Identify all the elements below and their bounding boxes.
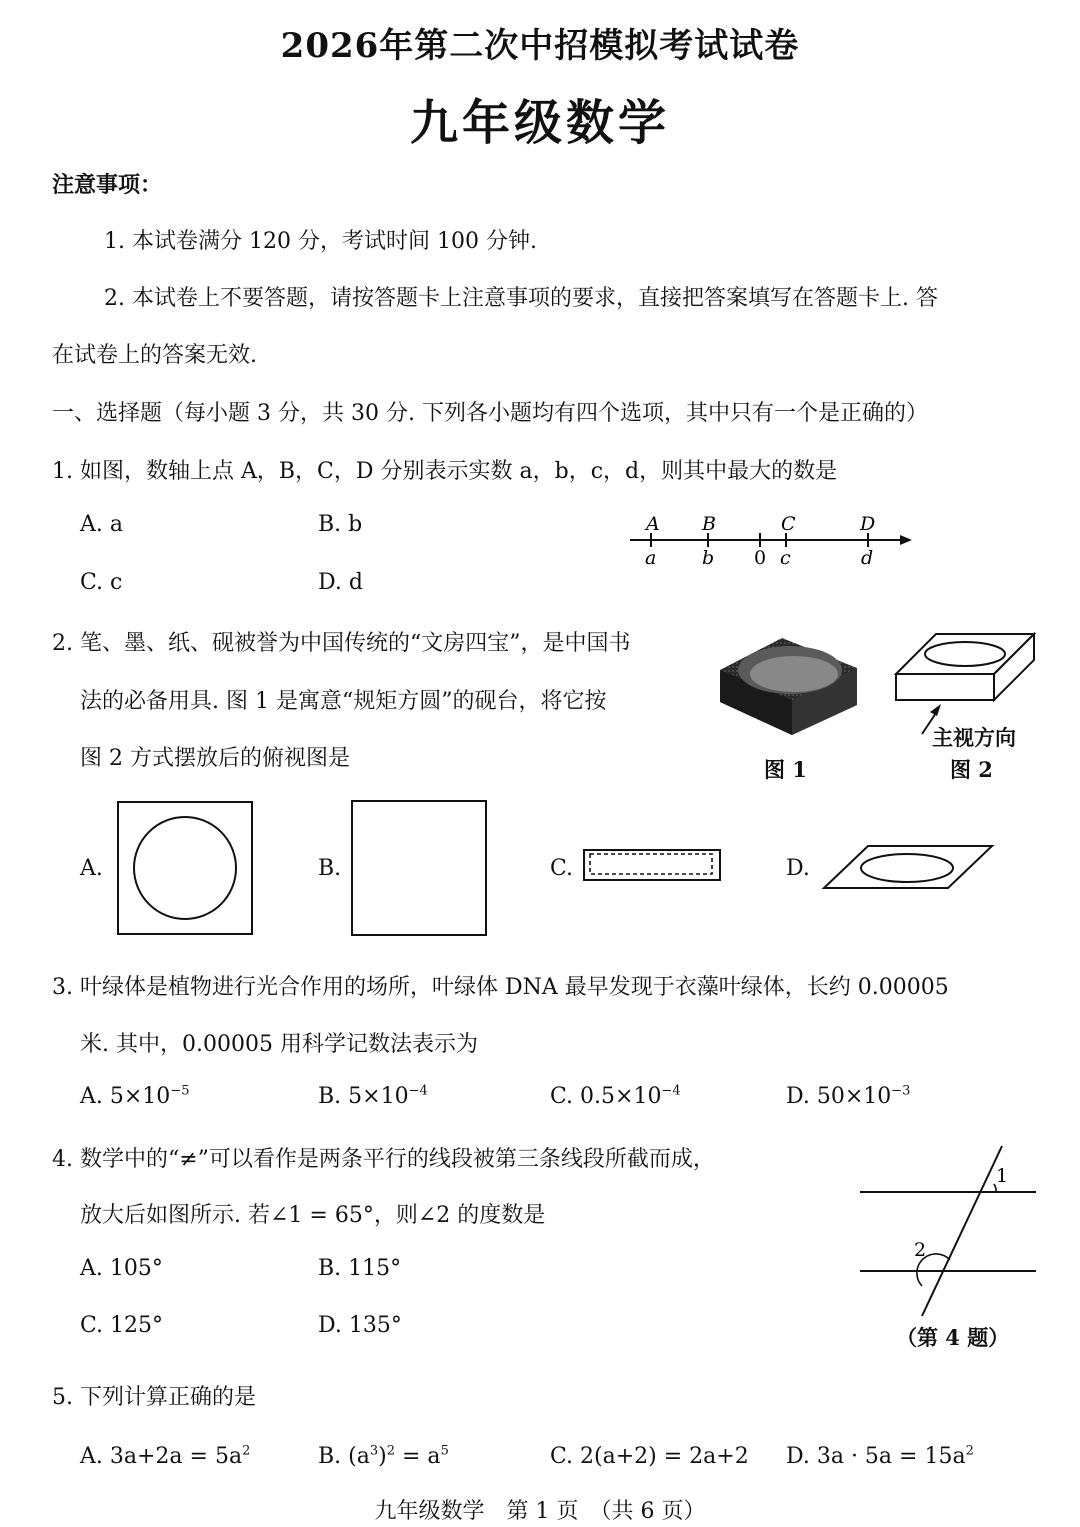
q2-option-a-figure bbox=[116, 800, 256, 938]
notice-heading: 注意事项： bbox=[52, 172, 163, 198]
point-label-c: C bbox=[781, 513, 796, 535]
fig2-caption: 图 2 bbox=[950, 757, 993, 782]
q3-option-c: C. $0.5\times 10^{-4}$ bbox=[550, 1083, 681, 1109]
q4-figure-caption: （第 4 题） bbox=[896, 1325, 1010, 1350]
q5-option-c: C. 2(a+2) = 2a+2 bbox=[550, 1444, 749, 1469]
angle-2-label: 2 bbox=[914, 1239, 927, 1261]
subject-title: 九年级数学 bbox=[409, 95, 670, 151]
q5-option-b: B. $(a^3)^2 = a^5$ bbox=[318, 1443, 449, 1469]
q4-line-1: 4. 数学中的“≠”可以看作是两条平行的线段被第三条线段所截而成， bbox=[52, 1147, 715, 1172]
q3-line-1: 3. 叶绿体是植物进行光合作用的场所，叶绿体 DNA 最早发现于衣藻叶绿体，长约 0.00005 bbox=[52, 975, 949, 1000]
point-label-a: A bbox=[646, 513, 660, 535]
value-label-a: a bbox=[645, 547, 657, 569]
q4-option-d: D. 135° bbox=[318, 1313, 402, 1338]
q1-option-b: B. b bbox=[318, 512, 363, 537]
q4-parallel-lines-figure bbox=[856, 1140, 1040, 1320]
q1-stem: 1. 如图，数轴上点 A，B，C，D 分别表示实数 a，b，c，d，则其中最大的数是 bbox=[52, 459, 838, 484]
q4-line-2: 放大后如图所示. 若∠1 = 65°，则∠2 的度数是 bbox=[80, 1203, 546, 1228]
q3-option-d: D. $50\times 10^{-3}$ bbox=[786, 1083, 911, 1109]
notice-item-1: 1. 本试卷满分 120 分，考试时间 100 分钟. bbox=[104, 229, 537, 254]
q1-option-d: D. d bbox=[318, 570, 363, 595]
point-label-b: B bbox=[702, 513, 716, 535]
q4-option-c: C. 125° bbox=[80, 1313, 164, 1338]
q3-line-2: 米. 其中，0.00005 用科学记数法表示为 bbox=[80, 1032, 478, 1057]
view-direction-label: 主视方向 bbox=[932, 725, 1016, 750]
angle-1-label: 1 bbox=[996, 1165, 1009, 1187]
q4-option-b: B. 115° bbox=[318, 1256, 402, 1281]
value-label-b: b bbox=[702, 547, 715, 569]
q1-number-line-figure bbox=[620, 506, 920, 572]
q5-stem: 5. 下列计算正确的是 bbox=[52, 1385, 256, 1410]
page-footer: 九年级数学 第 1 页 （共 6 页） bbox=[374, 1499, 706, 1524]
fig1-caption: 图 1 bbox=[764, 757, 807, 782]
q4-option-a: A. 105° bbox=[80, 1256, 163, 1281]
q1-option-c: C. c bbox=[80, 570, 123, 595]
q2-option-d-figure bbox=[820, 842, 996, 892]
inkstone-diagram bbox=[890, 630, 1040, 735]
exam-title: 2026年第二次中招模拟考试试卷 bbox=[280, 26, 800, 66]
notice-item-2: 2. 本试卷上不要答题，请按答题卡上注意事项的要求，直接把答案填写在答题卡上. 答 bbox=[104, 286, 938, 311]
q2-line-3: 图 2 方式摆放后的俯视图是 bbox=[80, 746, 350, 771]
q2-line-2: 法的必备用具. 图 1 是寓意“规矩方圆”的砚台，将它按 bbox=[80, 689, 607, 714]
q2-option-a: A. bbox=[80, 856, 103, 881]
value-label-d: d bbox=[861, 547, 874, 569]
q2-option-c-figure bbox=[582, 848, 724, 884]
q3-option-a: A. $5\times 10^{-5}$ bbox=[80, 1083, 190, 1109]
section-heading: 一、选择题（每小题 3 分，共 30 分. 下列各小题均有四个选项，其中只有一个是正确的） bbox=[52, 401, 928, 426]
q2-option-d: D. bbox=[786, 856, 810, 881]
point-label-d: D bbox=[860, 513, 876, 535]
inkstone-photo bbox=[712, 630, 862, 740]
notice-item-2-cont: 在试卷上的答案无效. bbox=[52, 343, 257, 368]
q5-option-a: A. $3a+2a = 5a^2$ bbox=[80, 1443, 251, 1469]
q2-option-c: C. bbox=[550, 856, 574, 881]
q2-line-1: 2. 笔、墨、纸、砚被誉为中国传统的“文房四宝”，是中国书 bbox=[52, 631, 631, 656]
q2-option-b-figure bbox=[350, 799, 490, 937]
origin-label: 0 bbox=[754, 547, 767, 569]
q3-option-b: B. $5\times 10^{-4}$ bbox=[318, 1083, 428, 1109]
q5-option-d: D. $3a \cdot 5a = 15a^2$ bbox=[786, 1443, 974, 1469]
q1-option-a: A. a bbox=[80, 512, 123, 537]
q2-option-b: B. bbox=[318, 856, 342, 881]
value-label-c: c bbox=[780, 547, 791, 569]
